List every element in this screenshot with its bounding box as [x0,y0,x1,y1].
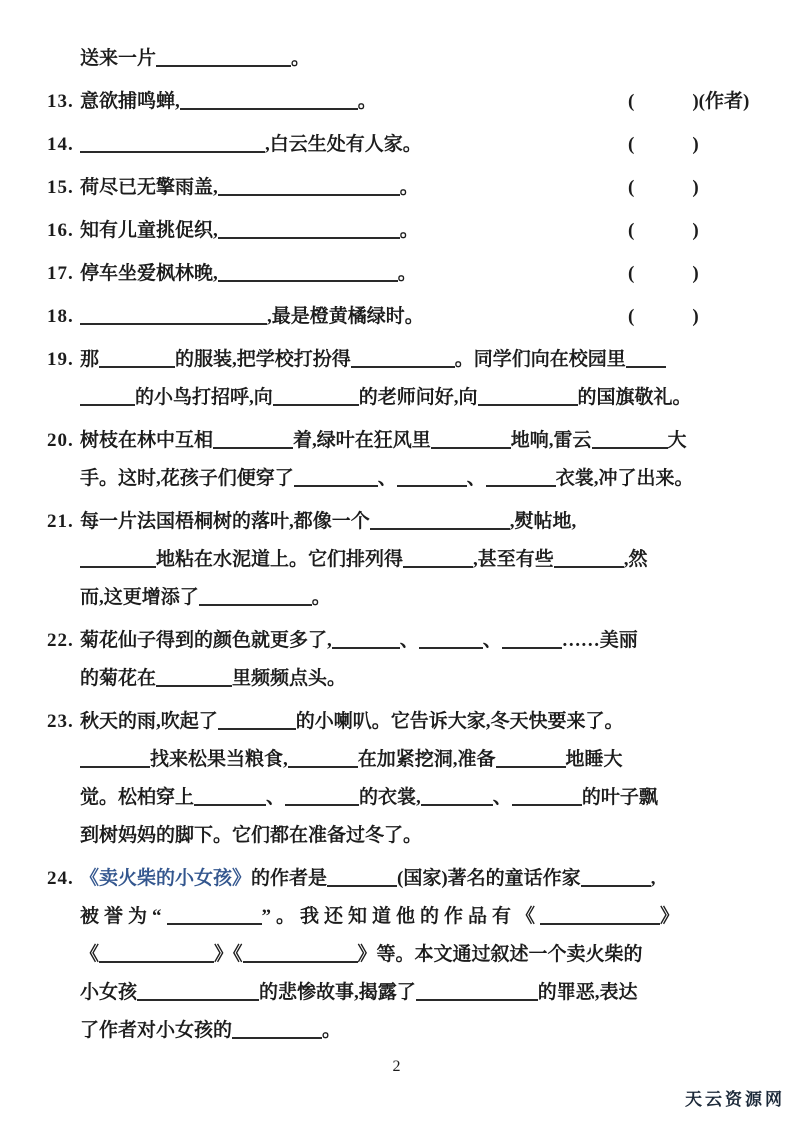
question-block [47,212,773,250]
question-lines [80,703,773,855]
question-text: 。同学们向在校园里 [454,349,626,370]
bracket-open: ( [628,220,635,241]
question-block [47,255,773,293]
question-text: 、 [482,630,502,651]
question-block [47,169,773,207]
answer-blank [243,949,358,963]
question-text: 被誉为“ [80,906,167,927]
question-number: 17. [47,263,74,284]
question-text: 的老师问好,向 [358,387,478,408]
question-text: 。 [357,91,377,112]
answer-blank [99,354,175,368]
answer-blank [288,754,358,768]
question-text: 。 [399,177,419,198]
question-number: 23. [47,711,74,732]
answer-blank [180,96,358,110]
question-lines [80,298,773,336]
question-text: 》 [660,906,685,927]
question-line [80,860,773,898]
answer-blank [626,354,666,368]
answer-bracket [628,298,699,336]
question-text: 到树妈妈的脚下。它们都在准备过冬了。 [80,825,423,846]
question-lines [80,422,773,498]
question-text: 着,绿叶在狂风里 [293,430,431,451]
answer-bracket [628,169,699,207]
question-text: 停车坐爱枫林晚, [80,263,218,284]
question-line [80,936,773,974]
question-text: ,最是橙黄橘绿时。 [267,306,424,327]
question-block [47,298,773,336]
answer-blank [403,554,473,568]
question-text: 地粘在水泥道上。它们排列得 [156,549,404,570]
answer-blank [416,987,538,1001]
question-block [47,860,773,1050]
question-text: 的服装,把学校打扮得 [175,349,351,370]
question-number: 13. [47,91,74,112]
question-block [47,422,773,498]
answer-blank [80,392,135,406]
answer-blank [199,592,312,606]
answer-blank [502,635,562,649]
question-text: 树枝在林中互相 [80,430,214,451]
question-line [80,898,773,936]
question-text: 、 [399,630,419,651]
question-number: 15. [47,177,74,198]
answer-blank [431,435,511,449]
bracket-close: ) [692,306,699,327]
question-lines [80,126,773,164]
bracket-close: ) [692,177,699,198]
question-text: 的罪恶,表达 [537,982,638,1003]
answer-bracket [628,83,749,121]
question-line [80,579,773,617]
watermark: 天云资源网 [685,1090,785,1110]
question-number: 20. [47,430,74,451]
question-line [80,341,773,379]
question-text: 找来松果当粮食, [150,749,288,770]
answer-blank [554,554,624,568]
question-text: 》《 [214,944,243,965]
question-text: 的小鸟打招呼,向 [135,387,273,408]
answer-blank [486,473,556,487]
answer-blank [273,392,359,406]
question-lines [80,255,773,293]
question-text: 而,这更增添了 [80,587,199,608]
bracket-open: ( [628,306,635,327]
question-text: , [650,868,656,889]
question-text: 地响,雷云 [510,430,592,451]
answer-blank [213,435,293,449]
bracket-open: ( [628,263,635,284]
question-block [47,503,773,617]
question-text: 送来一片 [80,48,157,69]
question-text: ,然 [623,549,648,570]
answer-blank [294,473,378,487]
question-text: ”。我还知道他的作品有《 [261,906,541,927]
page-number: 2 [392,1058,401,1075]
question-number: 18. [47,306,74,327]
answer-blank [218,182,400,196]
answer-blank [370,516,510,530]
question-lines [80,503,773,617]
question-text: 、 [466,468,486,489]
question-lines [80,341,773,417]
answer-blank [218,225,400,239]
question-line [80,126,773,164]
answer-blank [167,911,262,925]
question-lines [80,860,773,1050]
answer-blank [332,635,400,649]
question-block [47,126,773,164]
question-number: 14. [47,134,74,155]
question-text: 的叶子飘 [581,787,658,808]
answer-blank [194,792,266,806]
question-line [80,660,773,698]
question-text: 的悲惨故事,揭露了 [259,982,416,1003]
question-text: ,甚至有些 [473,549,554,570]
question-text: 觉。松柏穿上 [80,787,195,808]
question-text: 》等。本文通过叙述一个卖火柴的 [357,944,643,965]
question-text: ,白云生处有人家。 [265,134,422,155]
question-text: 、 [492,787,512,808]
question-text: 的衣裳, [359,787,421,808]
question-line [80,169,773,207]
question-line [80,779,773,817]
answer-blank [156,53,291,67]
bracket-close: ) [692,134,699,155]
question-text: 。 [397,263,417,284]
answer-blank [512,792,582,806]
answer-blank [496,754,566,768]
answer-blank [540,911,660,925]
question-line [80,379,773,417]
question-number: 22. [47,630,74,651]
bracket-close: ) [692,263,699,284]
question-text: 。 [399,220,419,241]
answer-blank [478,392,578,406]
bracket-open: ( [628,134,635,155]
question-line [80,974,773,1012]
question-line [80,817,773,855]
question-line [80,503,773,541]
question-text: 里频频点头。 [232,668,347,689]
question-line [80,212,773,250]
question-text: 小女孩 [80,982,138,1003]
question-text: 荷尽已无擎雨盖, [80,177,218,198]
answer-blank [156,673,232,687]
question-number: 24. [47,868,74,889]
question-text: 、 [266,787,286,808]
answer-blank [421,792,493,806]
answer-bracket [628,126,699,164]
question-text: 的小喇叭。它告诉大家,冬天快要来了。 [295,711,624,732]
answer-blank [218,716,296,730]
question-line [80,40,773,78]
question-block [47,83,773,121]
question-text: 知有儿童挑促织, [80,220,218,241]
author-hint: (作者) [698,91,750,112]
answer-blank [232,1025,322,1039]
question-text: 、 [377,468,397,489]
question-line [80,622,773,660]
question-line [80,541,773,579]
answer-blank [80,311,267,325]
question-block [47,622,773,698]
bracket-close: ) [692,220,699,241]
question-text: 。 [322,1020,342,1041]
question-line [80,422,773,460]
answer-blank [80,139,265,153]
answer-blank [327,873,397,887]
question-text: 每一片法国梧桐树的落叶,都像一个 [80,511,370,532]
answer-bracket [628,212,699,250]
question-line [80,741,773,779]
question-text: ,熨帖地, [509,511,577,532]
question-lines [80,83,773,121]
book-title-link: 《卖火柴的小女孩》 [80,868,252,889]
bracket-open: ( [628,91,635,112]
answer-blank [351,354,455,368]
question-lines [80,40,773,78]
question-text: (国家)著名的童话作家 [397,868,581,889]
answer-blank [419,635,483,649]
question-text: 的作者是 [251,868,328,889]
question-text: 《 [80,944,100,965]
question-text: 在加紧挖洞,准备 [357,749,496,770]
answer-blank [80,754,150,768]
answer-blank [80,554,156,568]
question-lines [80,212,773,250]
question-text: 。 [291,48,311,69]
questions [47,40,773,1055]
question-number: 19. [47,349,74,370]
question-number: 21. [47,511,74,532]
question-text: 地睡大 [565,749,623,770]
answer-blank [592,435,668,449]
bracket-open: ( [628,177,635,198]
question-text: 。 [311,587,331,608]
answer-blank [285,792,359,806]
question-text: 秋天的雨,吹起了 [80,711,218,732]
question-line [80,298,773,336]
bracket-close: ) [692,91,699,112]
question-block [47,341,773,417]
question-block [47,40,773,78]
question-number: 16. [47,220,74,241]
question-text: ……美丽 [561,630,638,651]
answer-blank [99,949,214,963]
answer-blank [397,473,467,487]
question-text: 的国旗敬礼。 [577,387,692,408]
question-line [80,255,773,293]
question-text: 手。这时,花孩子们便穿了 [80,468,294,489]
question-text: 衣裳,冲了出来。 [555,468,694,489]
question-text: 那 [80,349,100,370]
answer-bracket [628,255,699,293]
question-line [80,1012,773,1050]
question-text: 意欲捕鸣蝉, [80,91,180,112]
question-lines [80,622,773,698]
answer-blank [218,268,398,282]
question-lines [80,169,773,207]
question-block [47,703,773,855]
question-number [47,40,80,78]
question-text: 菊花仙子得到的颜色就更多了, [80,630,332,651]
question-line [80,703,773,741]
answer-blank [137,987,259,1001]
question-line [80,460,773,498]
answer-blank [581,873,651,887]
question-text: 了作者对小女孩的 [80,1020,233,1041]
question-text: 的菊花在 [80,668,157,689]
question-text: 大 [667,430,687,451]
question-line [80,83,773,121]
